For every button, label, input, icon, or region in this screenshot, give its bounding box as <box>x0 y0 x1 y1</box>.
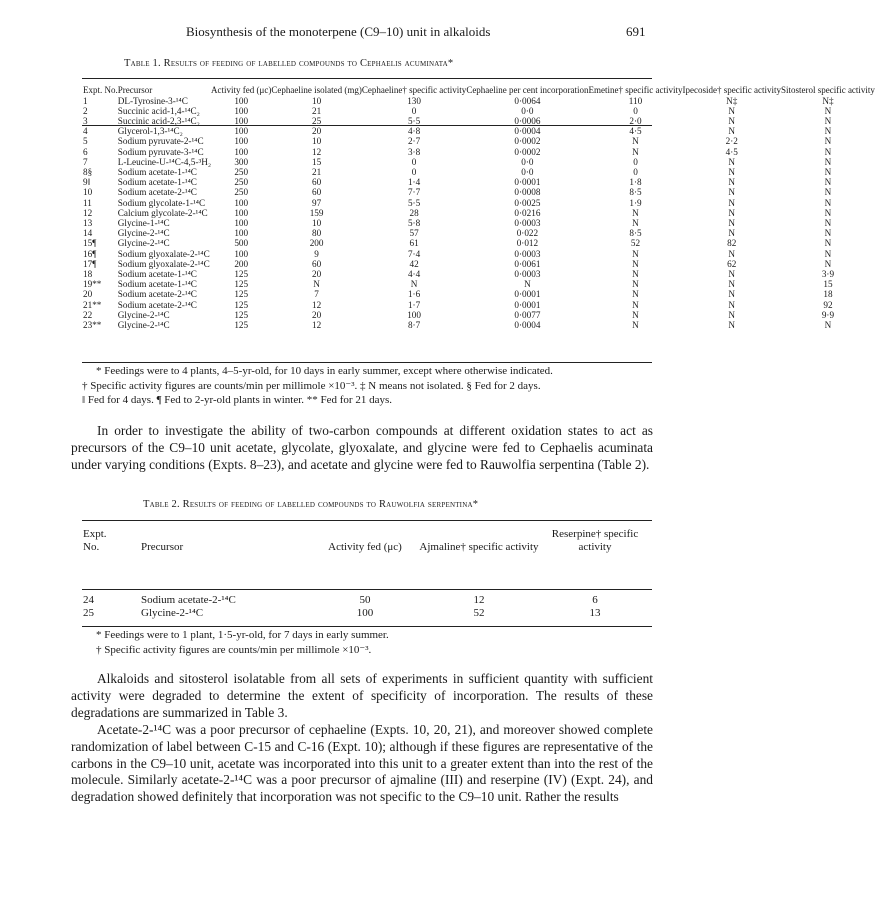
table1-cell: N <box>824 146 832 157</box>
table1-cell: 2·7 <box>407 136 421 147</box>
table1-cell: N <box>824 248 832 259</box>
table1-cell: 0·0002 <box>514 146 541 157</box>
table1-cell: Sodium acetate-1-¹⁴C <box>117 167 197 178</box>
table1-cell: Glycerol-1,3-¹⁴C₂ <box>117 126 183 137</box>
table1-cell: Sodium acetate-1-¹⁴C <box>117 279 197 290</box>
table1-row <box>83 238 875 248</box>
table1-cell: 8§ <box>83 167 93 178</box>
table1-cell: 1·4 <box>407 177 421 188</box>
table1-row <box>83 320 875 330</box>
table1-cell: 18 <box>823 289 833 300</box>
table1-cell: N <box>728 218 736 229</box>
table1-cell: N <box>632 258 639 269</box>
table1-cell: 0·0001 <box>514 177 541 188</box>
table1-cell: Glycine-2-¹⁴C <box>117 309 170 320</box>
table1-cell: N <box>728 309 736 320</box>
table2-header-rule <box>82 589 652 590</box>
table1-cell: 14 <box>83 228 93 239</box>
table1-cell: N <box>824 320 832 331</box>
table1-cell: 0·0001 <box>514 299 541 310</box>
table1-cell: 13 <box>83 218 93 229</box>
table1-cell: N <box>824 238 832 249</box>
table1-header-rule <box>82 125 652 126</box>
table1-cell: 100 <box>234 146 249 157</box>
table1-row <box>83 279 875 289</box>
table2-cell: 52 <box>473 607 485 619</box>
table2-cell: 100 <box>356 607 374 619</box>
table1-cell: 22 <box>83 309 93 320</box>
page-number: 691 <box>626 24 646 39</box>
table1-cell: 0·0003 <box>514 269 541 280</box>
table1-cell: 2·0 <box>629 116 642 126</box>
table1-cell: N <box>728 126 736 137</box>
table2-header-row <box>83 528 651 554</box>
table1-cell: 0·0001 <box>514 289 541 300</box>
table1-cell: 0 <box>411 156 417 167</box>
table1-cell: 0·0003 <box>514 218 541 229</box>
table1-cell: 20 <box>83 289 93 300</box>
table1-cell: 0·012 <box>516 238 539 249</box>
table1-cell: 9 <box>314 248 319 259</box>
table1-cell: 100 <box>234 248 249 259</box>
table1-row <box>83 147 875 157</box>
table2-row <box>83 607 651 620</box>
table1-cell: 15 <box>823 279 833 290</box>
table1-cell: 125 <box>234 309 249 320</box>
table1-row <box>83 136 875 146</box>
table1-cell: 0 <box>411 105 417 116</box>
table1-cell: 10 <box>312 136 322 147</box>
table1-cell: 0·0002 <box>514 136 541 147</box>
table2-col-header: Reserpine† specific activity <box>551 528 639 553</box>
table1-cell: N <box>728 228 736 239</box>
table1-cell: 15¶ <box>83 238 97 249</box>
table1-cell: 16¶ <box>83 248 97 259</box>
table1-cell: N <box>410 279 418 290</box>
table1-cell: 125 <box>234 299 249 310</box>
table1-cell: N <box>313 279 320 290</box>
table1-cell: N <box>728 156 736 167</box>
table1-cell: N <box>728 248 736 259</box>
table1-cell: 100 <box>234 228 249 239</box>
table1-cell: 250 <box>234 167 249 178</box>
table1-cell: N <box>728 207 736 218</box>
table1-cell: 60 <box>312 177 322 188</box>
table2-footnote: † Specific activity figures are counts/min per millimole ×10⁻³. <box>96 643 372 656</box>
table1-cell: N <box>824 258 832 269</box>
table1-cell: 9·9 <box>821 309 835 320</box>
table1-cell: 60 <box>312 187 322 198</box>
table1-row <box>83 106 875 116</box>
table1-footnote: ‖ Fed for 4 days. ¶ Fed to 2-yr-old plants in winter. ** Fed for 21 days. <box>82 394 393 406</box>
table1-cell: 0 <box>633 105 638 116</box>
table1-cell: 100 <box>234 218 249 229</box>
table1-row <box>83 228 875 238</box>
table1-cell: Sodium pyruvate-3-¹⁴C <box>117 146 204 157</box>
table1-cell: 0 <box>633 167 638 178</box>
table1-cell: N <box>824 197 832 208</box>
table1-cell: 0·0 <box>521 105 534 116</box>
table1-col-header: Cephaeline† specific activity <box>361 85 467 95</box>
table1-cell: 10 <box>83 187 93 198</box>
table1-cell: 250 <box>234 187 249 198</box>
table2-cell: 24 <box>83 594 94 606</box>
table1-cell: 0·0064 <box>514 95 541 106</box>
table1-cell: 0·0008 <box>514 187 541 198</box>
table1-cell: 125 <box>234 320 249 331</box>
table1-cell: 60 <box>312 258 322 269</box>
table1-cell: N <box>728 167 736 178</box>
table1-cell: 159 <box>309 207 324 218</box>
table1-cell: 8·7 <box>407 320 421 331</box>
table1-cell: Glycine-2-¹⁴C <box>117 238 170 249</box>
table1-cell: 0·0 <box>521 167 534 178</box>
table1-cell: N <box>824 156 832 167</box>
table2-cell: 6 <box>592 594 598 606</box>
table1-cell: 25 <box>312 116 322 126</box>
table1-cell: 2 <box>83 105 88 116</box>
paragraph-1: In order to investigate the ability of two-carbon compounds at different oxidation states to act as precursors of the C9–10 unit acetate, glycolate, glyoxalate, and glycine were fed to Cephaelis acuminata under varying conditions (Expts. 8–23), and acetate and glycine were fed to Rauwolfia serpentina (Table 2). <box>71 423 653 472</box>
table1-cell: 8·5 <box>629 228 642 239</box>
paragraph-3: Acetate-2-¹⁴C was a poor precursor of cephaeline (Expts. 10, 20, 21), and moreover showed complete randomization of label between C-15 and C-16 (Expt. 10); although if these figures are representative of the carbons in the C9–10 unit, acetate was incorporated into this unit to a greater extent than into the rest of the molecule. Similarly acetate-2-¹⁴C was a poor precursor of ajmaline (III) and reserpine (IV) (Expt. 24), and degradation showed definitely that incorporation was not specific to the C9–10 unit. Rather the results <box>71 722 653 805</box>
table1-cell: 100 <box>234 197 249 208</box>
table1-cell: N <box>524 279 531 290</box>
table1-cell: 0 <box>411 167 417 178</box>
table1-cell: 5·5 <box>407 197 421 208</box>
table1-top-rule <box>82 78 652 79</box>
table1-cell: N <box>632 289 639 300</box>
table1-cell: 125 <box>234 289 249 300</box>
table1-cell: Sodium glyoxalate-2-¹⁴C <box>117 258 210 269</box>
table1-cell: 12 <box>312 320 322 331</box>
table1-cell: 80 <box>312 228 322 239</box>
table1-cell: N <box>728 177 736 188</box>
table1-cell: 9‖ <box>83 177 91 188</box>
table1-cell: 18 <box>83 269 93 280</box>
table1-cell: 52 <box>630 238 641 249</box>
table1-cell: N <box>728 269 736 280</box>
table1-cell: Glycine-2-¹⁴C <box>117 228 170 239</box>
table1 <box>83 85 875 331</box>
table1-col-header: Ipecoside† specific activity <box>682 85 781 95</box>
table1-cell: 100 <box>234 136 249 147</box>
table1-row <box>83 177 875 187</box>
table1-cell: 0·022 <box>516 228 539 239</box>
table1-cell: N <box>632 146 639 157</box>
table1-col-header: Activity fed (μc) <box>211 85 272 95</box>
table1-cell: 100 <box>407 309 421 320</box>
table1-cell: 110 <box>628 95 643 106</box>
table1-cell: 4 <box>83 126 88 137</box>
table1-cell: N <box>728 105 736 116</box>
table2-cell: Glycine-2-¹⁴C <box>141 607 204 619</box>
table1-footnote: * Feedings were to 4 plants, 4–5-yr-old, for 10 days in early summer, except where otherwise indicated. <box>96 365 553 377</box>
table1-cell: Sodium acetate-1-¹⁴C <box>117 269 197 280</box>
table1-cell: 21 <box>312 105 322 116</box>
table1-col-header: Precursor <box>117 85 153 95</box>
table1-cell: L-Leucine-U-¹⁴C-4,5-³H₂ <box>117 156 212 167</box>
table1-cell: 1·7 <box>407 299 421 310</box>
table1-cell: 4·5 <box>725 146 738 157</box>
table2-cell: 13 <box>589 607 601 619</box>
table1-cell: 3·9 <box>821 269 835 280</box>
table1-cell: 1 <box>83 95 88 106</box>
table1-cell: 4·8 <box>407 126 421 137</box>
table1-cell: 11 <box>83 197 92 208</box>
table1-cell: Succinic acid-2,3-¹⁴C₂ <box>117 116 200 126</box>
table1-cell: Calcium glycolate-2-¹⁴C <box>117 207 208 218</box>
table1-row <box>83 310 875 320</box>
table1-cell: 3 <box>83 116 88 126</box>
table1-cell: 300 <box>234 156 249 167</box>
table1-row <box>83 289 875 299</box>
table1-cell: 6 <box>83 146 88 157</box>
table1-row <box>83 167 875 177</box>
table1-row <box>83 96 875 106</box>
table1-cell: Sodium glyoxalate-2-¹⁴C <box>117 248 210 259</box>
table1-cell: N‡ <box>822 95 834 106</box>
table1-cell: Sodium acetate-2-¹⁴C <box>117 187 197 198</box>
table1-cell: 42 <box>409 258 419 269</box>
table1-cell: 15 <box>312 156 322 167</box>
table1-col-header: Expt. No. <box>83 85 118 95</box>
table1-caption: Table 1. Results of feeding of labelled compounds to Cephaelis acuminata* <box>124 58 454 69</box>
table1-cell: 200 <box>309 238 324 249</box>
table2-body <box>83 594 651 620</box>
paragraph-2: Alkaloids and sitosterol isolatable from all sets of experiments in sufficient quantity with sufficient activity were degraded to determine the extent of specificity of incorporation. The results of these degradations are summarized in Table 3. <box>71 671 653 720</box>
table1-cell: 1·6 <box>407 289 421 300</box>
table1-cell: 100 <box>234 207 249 218</box>
table1-cell: N <box>824 187 832 198</box>
table1-cell: Glycine-2-¹⁴C <box>117 320 170 331</box>
table1-col-header: Cephaeline per cent incorporation <box>466 85 589 95</box>
table2-col-header: Expt. No. <box>83 528 107 553</box>
table1-cell: 17¶ <box>83 258 97 269</box>
table1-cell: 20 <box>312 269 322 280</box>
table1-cell: 20 <box>312 309 322 320</box>
table1-cell: 92 <box>823 299 833 310</box>
table1-cell: 7 <box>83 156 88 167</box>
table1-row <box>83 198 875 208</box>
table2-caption: Table 2. Results of feeding of labelled compounds to Rauwolfia serpentina* <box>143 499 479 510</box>
table2 <box>83 528 651 554</box>
table1-cell: 100 <box>234 105 249 116</box>
table1-cell: 12 <box>312 299 322 310</box>
table1-cell: 19** <box>83 279 102 290</box>
table1-cell: 20 <box>312 126 322 137</box>
table1-cell: N <box>824 228 832 239</box>
table1-cell: 5 <box>83 136 88 147</box>
table2-cell: Sodium acetate-2-¹⁴C <box>141 594 236 606</box>
table1-row <box>83 208 875 218</box>
table1-cell: 97 <box>312 197 322 208</box>
table2-cell: 12 <box>473 594 485 606</box>
table1-cell: N <box>728 279 736 290</box>
table1-header-row <box>83 86 875 96</box>
table1-cell: N <box>824 218 832 229</box>
table1-cell: Sodium pyruvate-2-¹⁴C <box>117 136 204 147</box>
table1-cell: 62 <box>727 258 737 269</box>
table1-cell: N <box>824 177 832 188</box>
table1-cell: N <box>728 320 736 331</box>
table1-cell: 125 <box>234 279 249 290</box>
table1-cell: 2·2 <box>725 136 738 147</box>
table1-bottom-rule <box>82 362 652 363</box>
table1-cell: N <box>824 207 832 218</box>
table1-cell: N <box>632 279 639 290</box>
table2-cell: 50 <box>359 594 371 606</box>
table2-col-header: Activity fed (μc) <box>328 541 402 553</box>
table1-col-header: Cephaeline isolated (mg) <box>271 85 362 95</box>
table1-cell: 200 <box>234 258 249 269</box>
table1-row <box>83 126 875 136</box>
table2-footnote: * Feedings were to 1 plant, 1·5-yr-old, for 7 days in early summer. <box>96 629 389 641</box>
table1-cell: N <box>728 197 736 208</box>
table1-cell: Sodium acetate-1-¹⁴C <box>117 177 197 188</box>
table1-col-header: Sitosterol specific activity <box>780 85 875 95</box>
table1-row <box>83 218 875 228</box>
table1-cell: 57 <box>409 228 419 239</box>
table1-cell: N <box>824 116 832 126</box>
table1-cell: 7 <box>314 289 319 300</box>
table1-cell: 61 <box>409 238 419 249</box>
table1-cell: N <box>632 207 639 218</box>
table1-cell: 4·4 <box>407 269 421 280</box>
table1-cell: 82 <box>727 238 737 249</box>
table1-footnote: † Specific activity figures are counts/min per millimole ×10⁻³. ‡ N means not isolated. § Fed for 2 days. <box>82 379 541 392</box>
table1-row <box>83 157 875 167</box>
table1-cell: 7·7 <box>407 187 421 198</box>
table1-cell: 12 <box>83 207 93 218</box>
table1-cell: 0·0077 <box>514 309 541 320</box>
table1-row <box>83 300 875 310</box>
table1-cell: N <box>824 167 832 178</box>
table1-cell: N‡ <box>726 95 738 106</box>
table2-col-header: Precursor <box>141 541 184 553</box>
table1-cell: Sodium acetate-2-¹⁴C <box>117 299 197 310</box>
table1-cell: Succinic acid-1,4-¹⁴C₂ <box>117 105 200 116</box>
table1-cell: N <box>632 320 639 331</box>
table1-cell: N <box>728 187 736 198</box>
table1-cell: 5·8 <box>407 218 421 229</box>
table1-cell: 100 <box>234 95 249 106</box>
table1-cell: N <box>632 136 639 147</box>
table1-cell: N <box>632 218 639 229</box>
table1-cell: 250 <box>234 177 249 188</box>
table1-cell: 0·0061 <box>514 258 541 269</box>
table1-cell: N <box>824 126 832 137</box>
table1-cell: 1·8 <box>629 177 642 188</box>
table1-cell: 4·5 <box>629 126 642 137</box>
table1-cell: N <box>632 248 639 259</box>
table1-cell: 0·0216 <box>514 207 541 218</box>
table1-cell: 130 <box>407 95 421 106</box>
running-title: Biosynthesis of the monoterpene (C9–10) unit in alkaloids <box>186 24 491 39</box>
table1-cell: 0·0006 <box>514 116 541 126</box>
table1-row <box>83 187 875 197</box>
table2-col-header: Ajmaline† specific activity <box>419 541 539 553</box>
table1-row <box>83 249 875 259</box>
table1-cell: N <box>632 299 639 310</box>
table1-cell: Glycine-1-¹⁴C <box>117 218 170 229</box>
table1-cell: 100 <box>234 116 249 126</box>
table1-cell: 500 <box>234 238 249 249</box>
table1-cell: 10 <box>312 95 322 106</box>
table1-cell: N <box>728 299 736 310</box>
table1-footnotes <box>82 364 658 408</box>
table1-cell: Sodium glycolate-1-¹⁴C <box>117 197 206 208</box>
table2-footnotes <box>96 628 656 657</box>
table1-cell: 10 <box>312 218 322 229</box>
table1-row <box>83 259 875 269</box>
table1-cell: 1·9 <box>629 197 642 208</box>
table1-cell: 21 <box>312 167 322 178</box>
table1-cell: 12 <box>312 146 322 157</box>
table1-cell: Sodium acetate-2-¹⁴C <box>117 289 197 300</box>
table1-cell: 0·0 <box>521 156 534 167</box>
table1-cell: 100 <box>234 126 249 137</box>
table1-cell: N <box>728 116 736 126</box>
table1-col-header: Emetine† specific activity <box>588 85 683 95</box>
table1-cell: 0·0004 <box>514 320 541 331</box>
table1-cell: N <box>632 309 639 320</box>
table1-cell: 0·0003 <box>514 248 541 259</box>
table2-top-rule <box>82 520 652 521</box>
table1-cell: DL-Tyrosine-3-¹⁴C <box>117 95 188 106</box>
table1-cell: 5·5 <box>407 116 421 126</box>
table1-cell: N <box>632 269 639 280</box>
table2-row <box>83 594 651 607</box>
table1-cell: N <box>824 105 832 116</box>
table1-cell: 8·5 <box>629 187 642 198</box>
table1-cell: 125 <box>234 269 249 280</box>
table1-cell: 0·0025 <box>514 197 541 208</box>
table1-cell: 21** <box>83 299 102 310</box>
table2-cell: 25 <box>83 607 94 619</box>
table1-cell: 7·4 <box>407 248 421 259</box>
table1-row <box>83 269 875 279</box>
table1-cell: 28 <box>409 207 419 218</box>
table1-cell: 3·8 <box>407 146 421 157</box>
table1-cell: 23** <box>83 320 102 331</box>
table1-cell: N <box>728 289 736 300</box>
table1-cell: 0·0004 <box>514 126 541 137</box>
table1-cell: 0 <box>633 156 638 167</box>
table1-cell: N <box>824 136 832 147</box>
table2-bottom-rule <box>82 626 652 627</box>
